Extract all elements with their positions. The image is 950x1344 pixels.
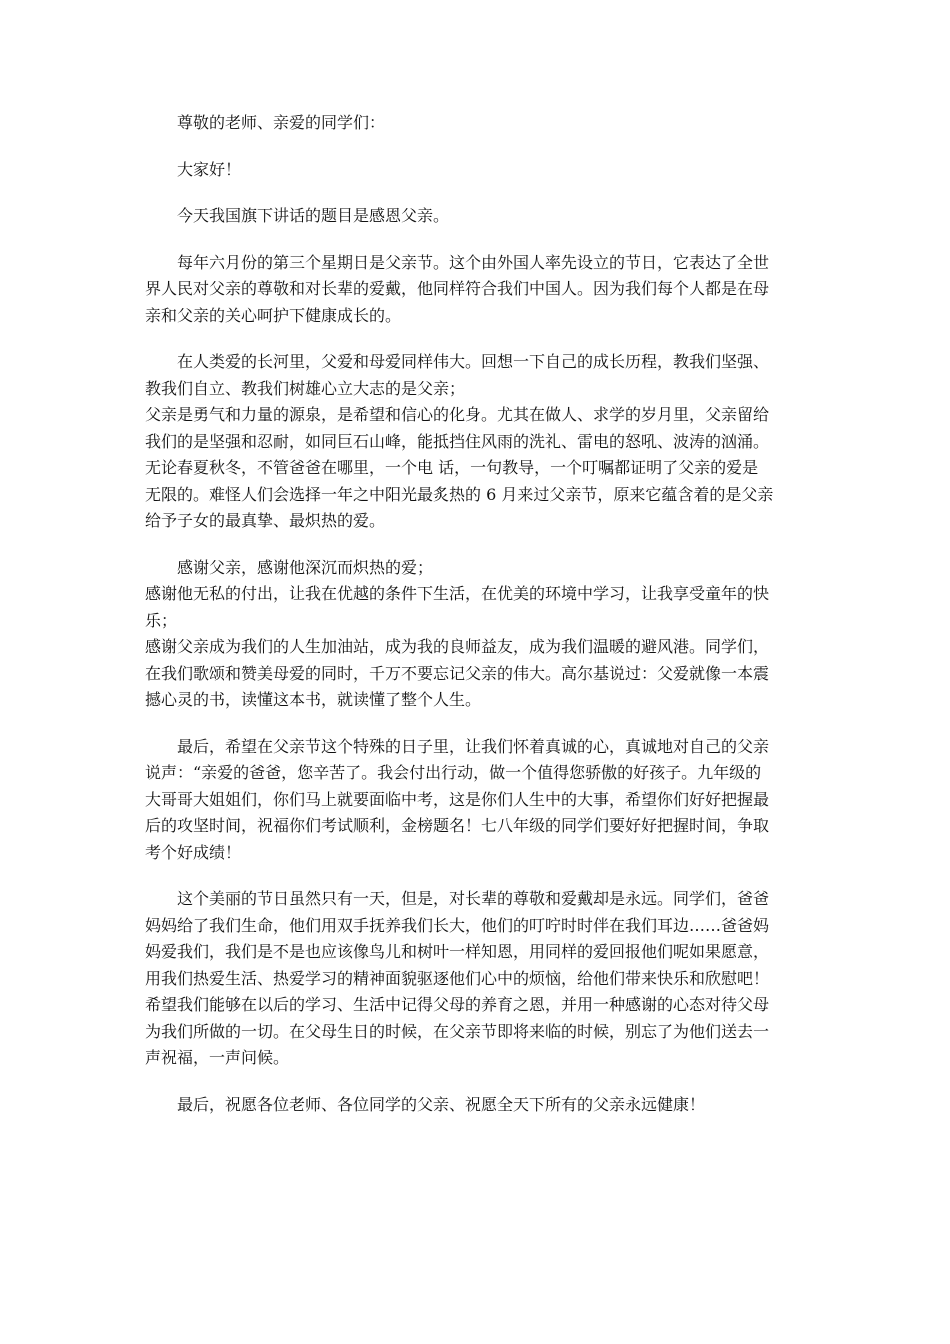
paragraph-line: 希望我们能够在以后的学习、生活中记得父母的养育之恩，并用一种感谢的心态对待父母 xyxy=(145,995,770,1014)
paragraph-line: 说声：“亲爱的爸爸，您辛苦了。我会付出行动，做一个值得您骄傲的好孩子。九年级的 xyxy=(145,763,762,782)
paragraph-line: 教我们自立、教我们树雄心立大志的是父亲； xyxy=(145,378,466,398)
paragraph-line: 今天我国旗下讲话的题目是感恩父亲。 xyxy=(177,206,450,225)
paragraph-line: 妈爱我们，我们是不是也应该像鸟儿和树叶一样知恩，用同样的爱回报他们呢如果愿意， xyxy=(145,942,770,961)
paragraph-line: 无论春夏秋冬，不管爸爸在哪里，一个电 话，一句教导，一个叮嘱都证明了父亲的爱是 xyxy=(145,458,759,477)
paragraph-line: 为我们所做的一切。在父母生日的时候，在父亲节即将来临的时候，别忘了为他们送去一 xyxy=(145,1021,770,1041)
paragraph-line: 父亲是勇气和力量的源泉，是希望和信心的化身。尤其在做人、求学的岁月里，父亲留给 xyxy=(145,405,770,424)
paragraph-line: 感谢父亲，感谢他深沉而炽热的爱； xyxy=(177,557,434,577)
paragraph-line: 最后，希望在父亲节这个特殊的日子里，让我们怀着真诚的心，真诚地对自己的父亲 xyxy=(177,736,770,756)
paragraph-line: 大家好！ xyxy=(177,159,242,179)
paragraph-line: 这个美丽的节日虽然只有一天，但是，对长辈的尊敬和爱戴却是永远。同学们，爸爸 xyxy=(177,889,770,908)
paragraph-line: 最后，祝愿各位老师、各位同学的父亲、祝愿全天下所有的父亲永远健康！ xyxy=(177,1094,706,1114)
paragraph-line: 在人类爱的长河里，父爱和母爱同样伟大。回想一下自己的成长历程，教我们坚强、 xyxy=(177,352,770,371)
paragraph xyxy=(145,203,805,230)
paragraph-line: 考个好成绩！ xyxy=(145,842,242,862)
paragraph xyxy=(145,349,805,535)
paragraph-line: 后的攻坚时间，祝福你们考试顺利，金榜题名！七八年级的同学们要好好把握时间，争取 xyxy=(145,816,770,835)
paragraph xyxy=(145,110,805,137)
paragraph-line: 撼心灵的书，读懂这本书，就读懂了整个人生。 xyxy=(145,690,482,709)
speech-body xyxy=(145,110,805,1138)
paragraph-line: 大哥哥大姐姐们，你们马上就要面临中考，这是你们人生中的大事，希望你们好好把握最 xyxy=(145,789,770,809)
paragraph-line: 尊敬的老师、亲爱的同学们： xyxy=(177,113,386,132)
paragraph-line: 用我们热爱生活、热爱学习的精神面貌驱逐他们心中的烦恼，给他们带来快乐和欣慰吧！ xyxy=(145,968,770,988)
paragraph-line: 感谢他无私的付出，让我在优越的条件下生活，在优美的环境中学习，让我享受童年的快 xyxy=(145,584,770,603)
paragraph-line: 在我们歌颂和赞美母爱的同时，千万不要忘记父亲的伟大。高尔基说过：父爱就像一本震 xyxy=(145,663,770,683)
paragraph xyxy=(145,1092,805,1119)
paragraph xyxy=(145,250,805,330)
paragraph-line: 乐； xyxy=(145,610,178,630)
paragraph xyxy=(145,555,805,714)
paragraph-line: 每年六月份的第三个星期日是父亲节。这个由外国人率先设立的节日，它表达了全世 xyxy=(177,252,770,272)
paragraph-line: 无限的。难怪人们会选择一年之中阳光最炙热的 6 月来过父亲节，原来它蕴含着的是父亲 xyxy=(145,484,774,504)
paragraph xyxy=(145,157,805,184)
paragraph-line: 妈妈给了我们生命，他们用双手抚养我们长大，他们的叮咛时时伴在我们耳边……爸爸妈 xyxy=(145,915,770,935)
paragraph xyxy=(145,886,805,1072)
paragraph-line: 给予子女的最真挚、最炽热的爱。 xyxy=(145,511,386,530)
paragraph-line: 感谢父亲成为我们的人生加油站，成为我的良师益友，成为我们温暖的避风港。同学们， xyxy=(145,637,770,656)
paragraph-line: 界人民对父亲的尊敬和对长辈的爱戴，他同样符合我们中国人。因为我们每个人都是在母 xyxy=(145,279,770,298)
paragraph-line: 声祝福，一声问候。 xyxy=(145,1048,290,1067)
paragraph-line: 我们的是坚强和忍耐，如同巨石山峰，能抵挡住风雨的洗礼、雷电的怒吼、波涛的汹涌。 xyxy=(145,431,770,451)
paragraph-line: 亲和父亲的关心呵护下健康成长的。 xyxy=(145,305,402,325)
paragraph xyxy=(145,734,805,867)
